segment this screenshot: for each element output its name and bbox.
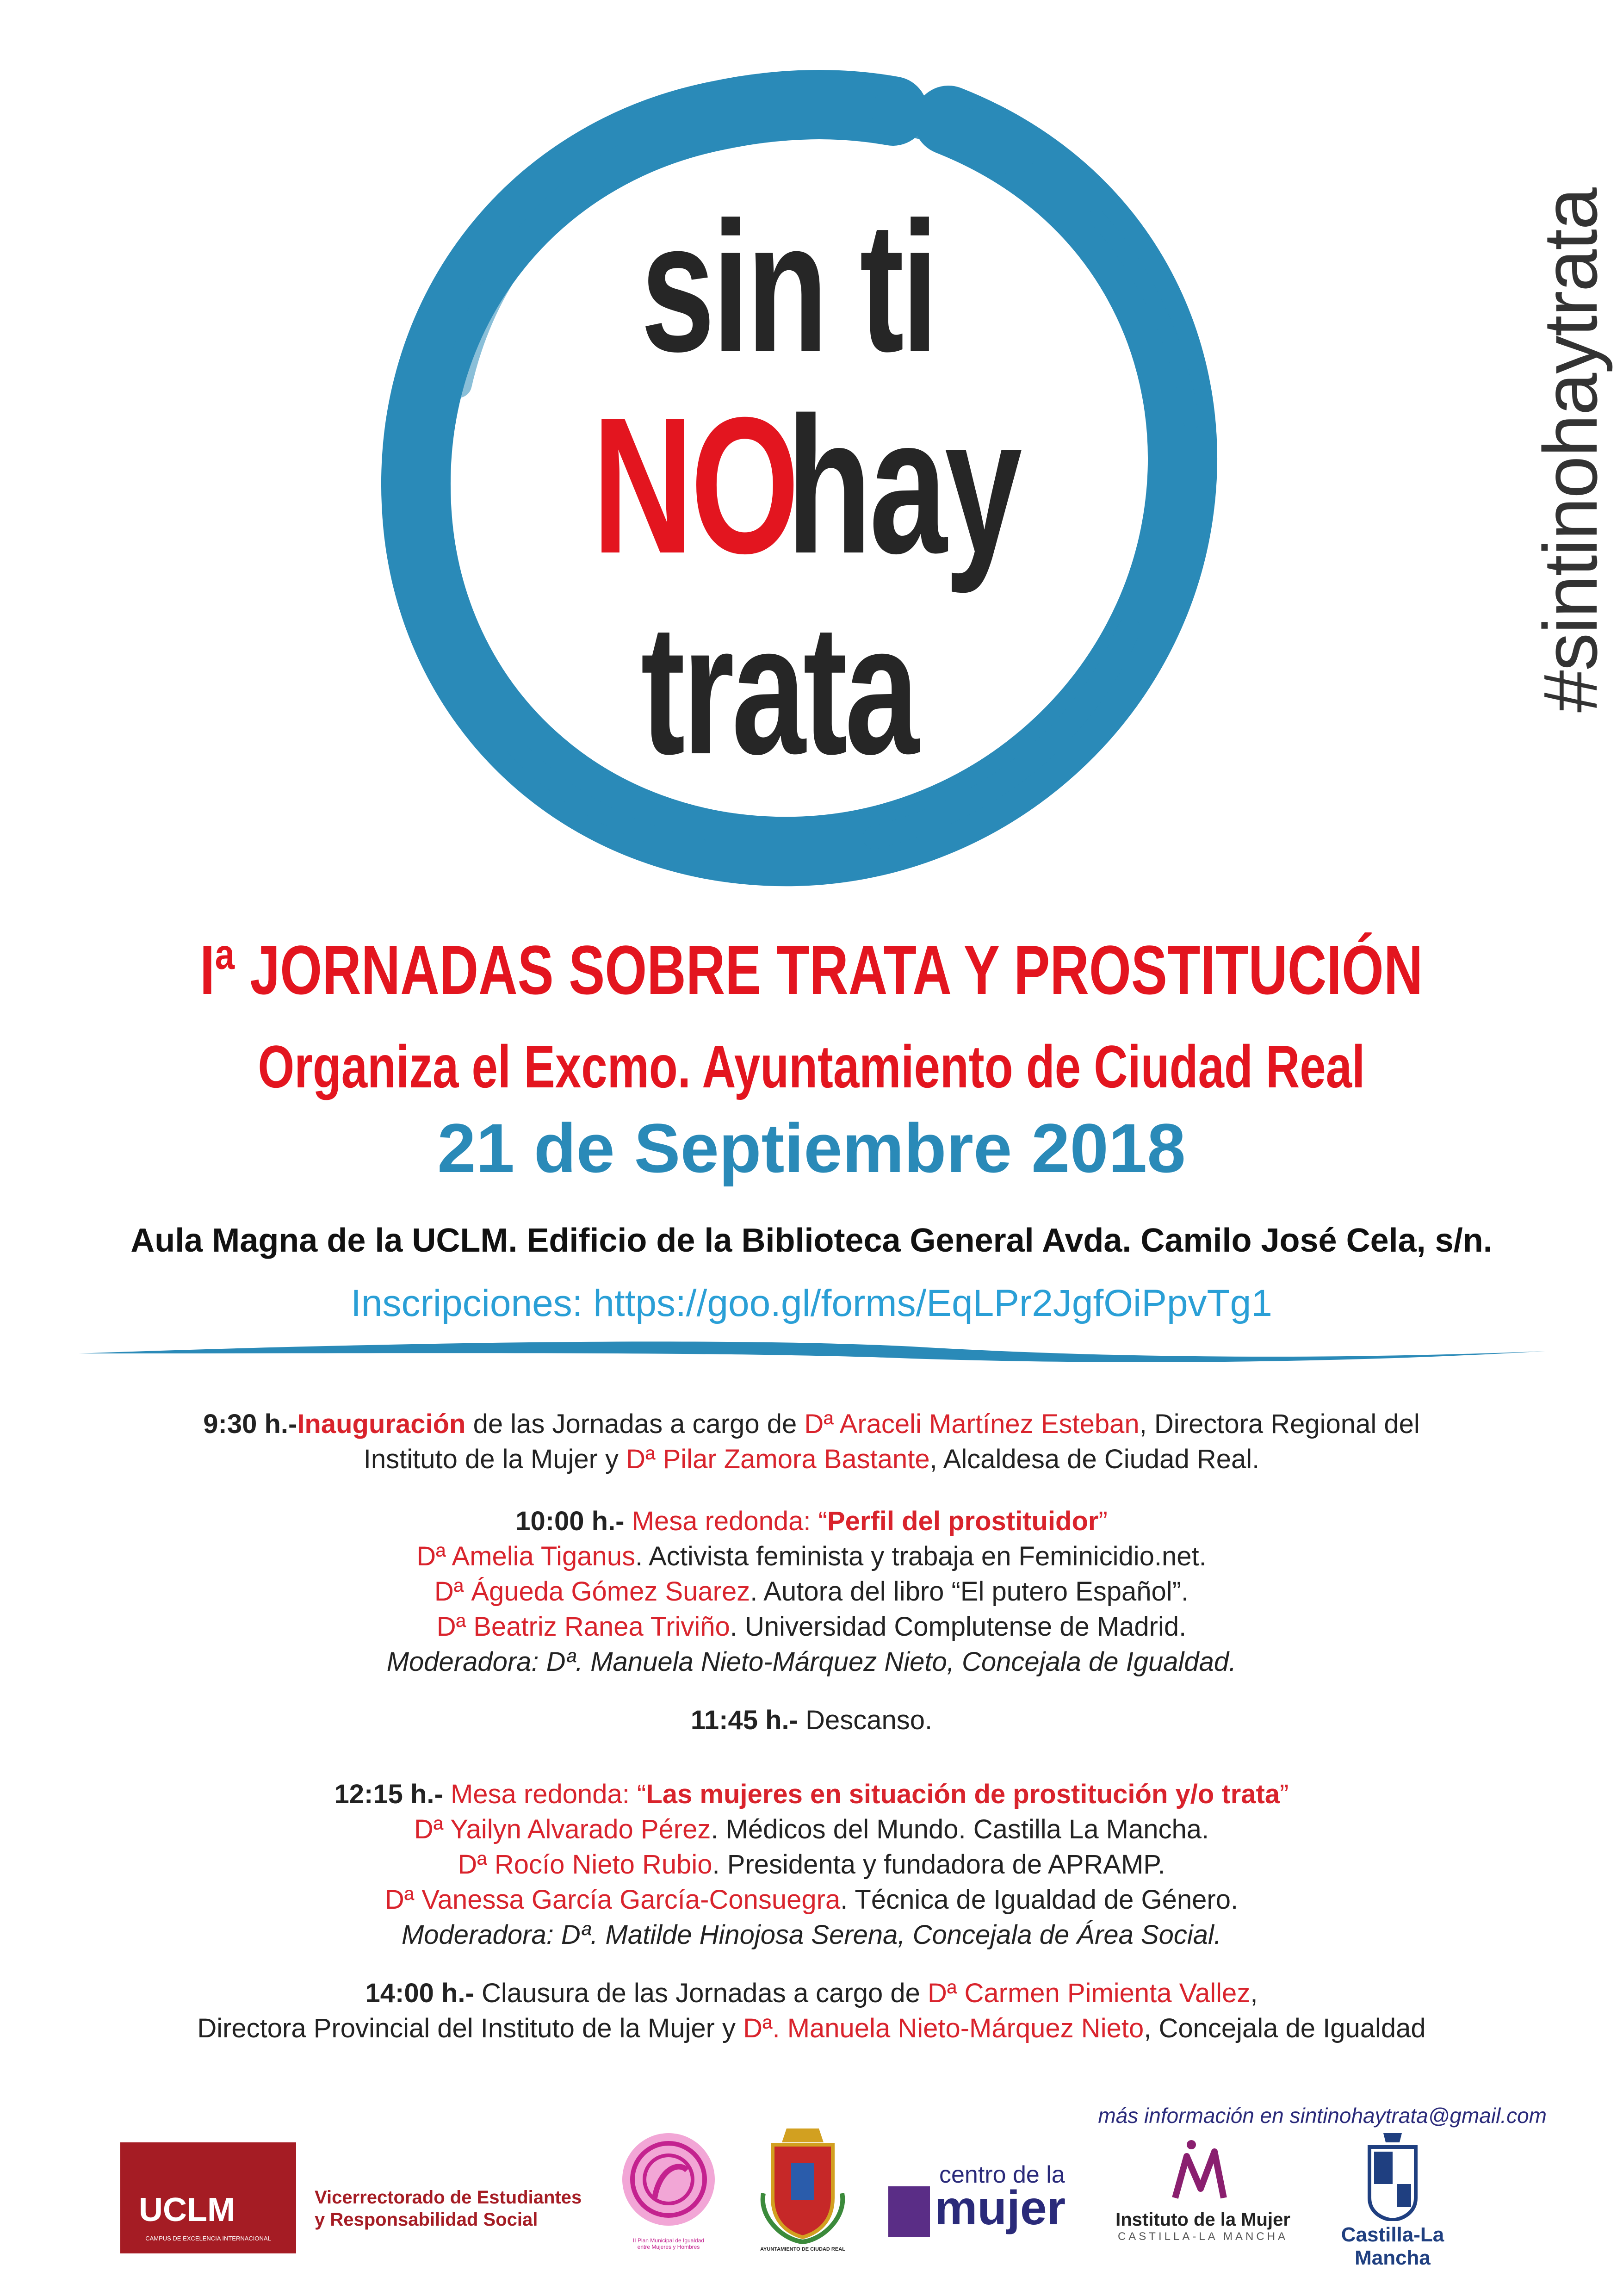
program-closing: 14:00 h.- Clausura de las Jornadas a cargo de Dª Carmen Pimienta Vallez, Directora Provincial del Instituto de la Mujer y Dª. Manuela Nieto-Márquez Nieto, Concejala de Igualdad [197, 1978, 1426, 2043]
uclm-logo [120, 2142, 296, 2253]
plan-igualdad-logo [618, 2128, 719, 2263]
program-inauguration: 9:30 h.-Inauguración de las Jornadas a cargo de Dª Araceli Martínez Esteban, Directora Regional del Instituto de la Mujer y Dª Pilar Zamora Bastante, Alcaldesa de Ciudad Real. [203, 1409, 1420, 1474]
uclm-logo-text: UCLM [139, 2191, 235, 2228]
headline-trata: trata [641, 586, 917, 793]
ayuntamiento-logo [754, 2124, 851, 2263]
ayuntamiento-caption: AYUNTAMIENTO DE CIUDAD REAL [760, 2246, 845, 2252]
instituto-line1: Instituto de la Mujer [1115, 2209, 1290, 2230]
castilla-la-mancha-logo [1323, 2128, 1462, 2269]
centro-mujer-line1: centro de la [939, 2161, 1065, 2188]
program-break: 11:45 h.- Descanso. [690, 1705, 933, 1735]
headline-no: NO [592, 377, 797, 594]
registration-link[interactable]: Inscripciones: https://goo.gl/forms/EqLPr2JgfOiPpvTg1 [351, 1282, 1272, 1324]
vicerrectorado-logo [315, 2186, 582, 2231]
centro-mujer-line2: mujer [935, 2181, 1066, 2235]
program-roundtable-1: 10:00 h.- Mesa redonda: “Perfil del prostituidor” Dª Amelia Tiganus. Activista feminista y trabaja en Feminicidio.net. Dª Águeda Gómez Suarez. Autora del libro “El putero Español”. Dª Beatriz Ranea Triviño. Universidad Complutense de Madrid. Moderadora: Dª. Manuela Nieto-Márquez Nieto, Concejala de Igualdad. [386, 1506, 1237, 1677]
wave-divider [79, 1333, 1545, 1370]
plan-igualdad-emblem-icon [618, 2128, 719, 2235]
event-organizer: Organiza el Excmo. Ayuntamiento de Ciudad Real [258, 1033, 1365, 1100]
centro-mujer-symbol-icon [888, 2186, 930, 2237]
headline-sin-ti: sin ti [641, 183, 936, 390]
program-roundtable-2: 12:15 h.- Mesa redonda: “Las mujeres en situación de prostitución y/o trata” Dª Yailyn Alvarado Pérez. Médicos del Mundo. Castilla La Mancha. Dª Rocío Nieto Rubio. Presidenta y fundadora de APRAMP. Dª Vanessa García García-Consuegra. Técnica de Igualdad de Género. Moderadora: Dª. Matilde Hinojosa Serena, Concejala de Área Social. [334, 1779, 1289, 1950]
more-info-email[interactable]: más información en sintinohaytrata@gmail.com [1098, 2104, 1547, 2128]
event-title: Iª JORNADAS SOBRE TRATA Y PROSTITUCIÓN [200, 931, 1423, 1009]
plan-igualdad-line2: entre Mujeres y Hombres [637, 2244, 700, 2250]
instituto-m-emblem-icon [1106, 2138, 1300, 2207]
vicerrectorado-line2: y Responsabilidad Social [315, 2209, 538, 2230]
event-venue: Aula Magna de la UCLM. Edificio de la Biblioteca General Avda. Camilo José Cela, s/n. [130, 1222, 1493, 1259]
instituto-de-la-mujer-logo [1106, 2138, 1300, 2258]
ciudad-real-shield-icon [754, 2124, 851, 2244]
centro-de-la-mujer-logo [888, 2161, 1083, 2240]
hashtag-vertical: #sintinohaytrata [1528, 188, 1613, 713]
headline-hay: hay [787, 377, 1020, 594]
plan-igualdad-line1: II Plan Municipal de Igualdad [632, 2237, 705, 2244]
vicerrectorado-line1: Vicerrectorado de Estudiantes [315, 2187, 582, 2208]
castilla-la-mancha-caption: Castilla-La Mancha [1341, 2223, 1444, 2269]
uclm-logo-subtitle: CAMPUS DE EXCELENCIA INTERNACIONAL [145, 2235, 271, 2242]
instituto-line2: CASTILLA-LA MANCHA [1117, 2230, 1288, 2243]
castilla-la-mancha-crest-icon [1323, 2128, 1462, 2221]
event-date: 21 de Septiembre 2018 [437, 1109, 1186, 1187]
